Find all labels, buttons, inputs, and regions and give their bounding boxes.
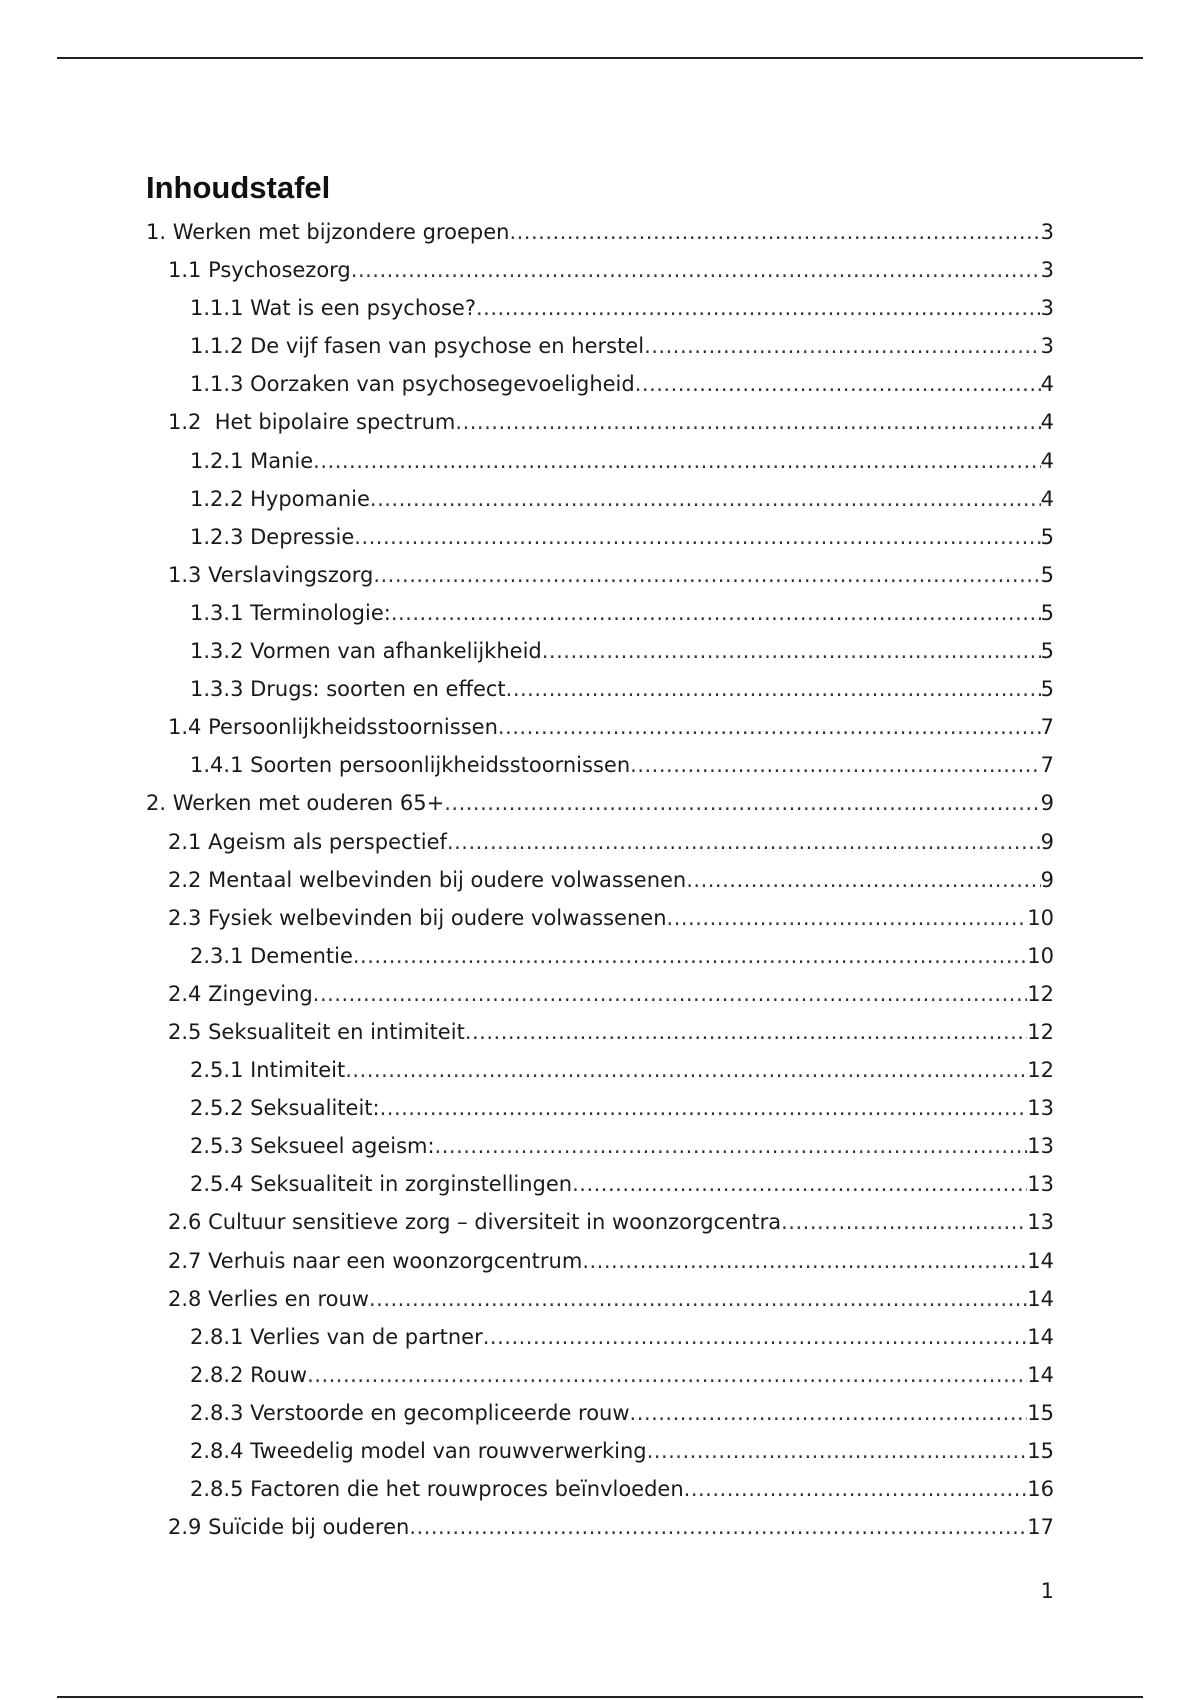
toc-entry-page: 5: [1040, 639, 1054, 664]
toc-entry-text: 1.4.1 Soorten persoonlijkheidsstoornissen: [190, 753, 631, 778]
toc-dot-leader: [307, 1356, 1027, 1394]
toc-dot-leader: [435, 1127, 1028, 1165]
toc-entry-text: 2.9 Suïcide bij ouderen: [168, 1515, 410, 1540]
toc-entry-text: 2.3 Fysiek welbevinden bij oudere volwassenen: [168, 905, 667, 930]
toc-entry-page: 13: [1027, 1096, 1054, 1121]
toc-entry-page: 4: [1040, 486, 1054, 511]
toc-entry-text: 1.2 Het bipolaire spectrum: [168, 410, 456, 435]
toc-entry-text: 2.8.2 Rouw: [190, 1362, 308, 1387]
toc-entry[interactable]: [146, 861, 1054, 899]
toc-dot-leader: [635, 365, 1041, 403]
toc-entry-text: 2.5.4 Seksualiteit in zorginstellingen: [190, 1172, 573, 1197]
toc-entry[interactable]: [146, 823, 1054, 861]
toc-dot-leader: [498, 708, 1041, 746]
toc-entry-text: 1.2.2 Hypomanie: [190, 486, 370, 511]
page-number: 1: [1040, 1579, 1054, 1603]
toc-entry[interactable]: [146, 556, 1054, 594]
toc-entry-page: 7: [1040, 753, 1054, 778]
toc-entry[interactable]: [146, 670, 1054, 708]
toc-entry[interactable]: [146, 632, 1054, 670]
toc-entry[interactable]: [146, 1127, 1054, 1165]
toc-dot-leader: [455, 403, 1040, 441]
toc-entry[interactable]: [146, 1051, 1054, 1089]
toc-entry-text: 2.8.1 Verlies van de partner: [190, 1324, 483, 1349]
toc-entry-text: 1.2.1 Manie: [190, 448, 314, 473]
toc-dot-leader: [373, 556, 1040, 594]
toc-entry-page: 14: [1027, 1362, 1054, 1387]
toc-entry-page: 14: [1027, 1324, 1054, 1349]
toc-entry[interactable]: [146, 365, 1054, 403]
toc-title: Inhoudstafel: [146, 170, 331, 205]
toc-entry[interactable]: [146, 784, 1054, 822]
toc-entry-text: 2.2 Mentaal welbevinden bij oudere volwassenen: [168, 867, 687, 892]
toc-entry-text: 1.3.2 Vormen van afhankelijkheid: [190, 639, 542, 664]
toc-entry-page: 3: [1040, 296, 1054, 321]
toc-dot-leader: [647, 1432, 1028, 1470]
toc-entry-text: 1.3.1 Terminologie:: [190, 600, 391, 625]
toc-dot-leader: [644, 327, 1041, 365]
toc-dot-leader: [447, 823, 1041, 861]
toc-entry-page: 9: [1040, 829, 1054, 854]
toc-entry-text: 2.7 Verhuis naar een woonzorgcentrum: [168, 1248, 583, 1273]
toc-entry-text: 1.4 Persoonlijkheidsstoornissen: [168, 715, 498, 740]
toc-entry-text: 1.2.3 Depressie: [190, 524, 355, 549]
toc-entry-page: 4: [1040, 448, 1054, 473]
toc-dot-leader: [353, 937, 1027, 975]
toc-entry-page: 9: [1040, 867, 1054, 892]
toc-entry-page: 13: [1027, 1210, 1054, 1235]
toc-entry-text: 2.5.3 Seksueel ageism:: [190, 1134, 435, 1159]
toc-entry-page: 4: [1040, 410, 1054, 435]
toc-entry-page: 12: [1027, 1058, 1054, 1083]
toc-dot-leader: [345, 1051, 1027, 1089]
toc-dot-leader: [370, 480, 1041, 518]
toc-entry-page: 7: [1040, 715, 1054, 740]
toc-entry-page: 5: [1040, 677, 1054, 702]
toc-entry-text: 2.5.2 Seksualiteit:: [190, 1096, 380, 1121]
toc-entry-text: 1.1.1 Wat is een psychose?: [190, 296, 476, 321]
toc-entry-page: 10: [1027, 943, 1054, 968]
toc-dot-leader: [781, 1203, 1027, 1241]
toc-dot-leader: [684, 1470, 1028, 1508]
toc-entry-page: 13: [1027, 1172, 1054, 1197]
toc-entry-text: 2.1 Ageism als perspectief: [168, 829, 447, 854]
toc-dot-leader: [313, 442, 1040, 480]
toc-dot-leader: [509, 213, 1040, 251]
toc-dot-leader: [409, 1508, 1027, 1546]
toc-entry[interactable]: [146, 1508, 1054, 1546]
toc-entry[interactable]: [146, 251, 1054, 289]
toc-entry-page: 14: [1027, 1248, 1054, 1273]
toc-dot-leader: [582, 1242, 1027, 1280]
toc-dot-leader: [476, 289, 1041, 327]
toc-entry-page: 3: [1040, 220, 1054, 244]
toc-dot-leader: [686, 861, 1040, 899]
table-of-contents: [146, 168, 1054, 1546]
toc-entry-page: 16: [1027, 1477, 1054, 1502]
toc-entry-text: 2.4 Zingeving: [168, 981, 313, 1006]
toc-dot-leader: [572, 1165, 1027, 1203]
toc-entry[interactable]: [146, 1203, 1054, 1241]
toc-entry[interactable]: [146, 1089, 1054, 1127]
toc-dot-leader: [465, 1013, 1027, 1051]
toc-entry-page: 5: [1040, 600, 1054, 625]
toc-entry[interactable]: [146, 480, 1054, 518]
toc-dot-leader: [630, 1394, 1028, 1432]
toc-entry-text: 2.8 Verlies en rouw: [168, 1286, 369, 1311]
toc-entry[interactable]: [146, 1470, 1054, 1508]
toc-entry-page: 3: [1040, 334, 1054, 359]
toc-entry-page: 12: [1027, 1019, 1054, 1044]
toc-dot-leader: [313, 975, 1028, 1013]
toc-entry[interactable]: [146, 1318, 1054, 1356]
toc-dot-leader: [444, 784, 1040, 822]
toc-entry-page: 5: [1040, 524, 1054, 549]
toc-entry[interactable]: [146, 289, 1054, 327]
toc-entry-page: 12: [1027, 981, 1054, 1006]
toc-entry-text: 2.8.3 Verstoorde en gecompliceerde rouw: [190, 1400, 630, 1425]
toc-entry-page: 14: [1027, 1286, 1054, 1311]
toc-dot-leader: [380, 1089, 1028, 1127]
toc-entry[interactable]: [146, 708, 1054, 746]
toc-entry[interactable]: [146, 594, 1054, 632]
toc-dot-leader: [483, 1318, 1028, 1356]
toc-entry-text: 2.8.4 Tweedelig model van rouwverwerking: [190, 1439, 647, 1463]
toc-list: [146, 213, 1054, 1546]
toc-entry[interactable]: [146, 327, 1054, 365]
toc-entry-page: 17: [1027, 1515, 1054, 1540]
toc-entry[interactable]: [146, 403, 1054, 441]
toc-entry[interactable]: [146, 899, 1054, 937]
toc-dot-leader: [369, 1280, 1027, 1318]
toc-entry-page: 15: [1027, 1400, 1054, 1425]
toc-entry-text: 1.3.3 Drugs: soorten en effect: [190, 677, 506, 702]
toc-entry[interactable]: [146, 1242, 1054, 1280]
toc-entry-page: 4: [1040, 372, 1054, 397]
toc-dot-leader: [354, 518, 1040, 556]
toc-entry[interactable]: [146, 937, 1054, 975]
toc-entry-text: 2.6 Cultuur sensitieve zorg – diversiteit in woonzorgcentra: [168, 1210, 782, 1235]
header-rule: [57, 57, 1143, 59]
toc-entry[interactable]: [146, 1280, 1054, 1318]
footer-rule: [57, 1696, 1143, 1698]
toc-dot-leader: [630, 746, 1040, 784]
toc-entry[interactable]: [146, 1356, 1054, 1394]
toc-entry-text: 2.3.1 Dementie: [190, 943, 353, 968]
toc-entry[interactable]: [146, 1165, 1054, 1203]
toc-entry-page: 3: [1040, 258, 1054, 283]
toc-entry-text: 2. Werken met ouderen 65+: [146, 791, 445, 816]
toc-entry[interactable]: [146, 518, 1054, 556]
toc-entry-page: 13: [1027, 1134, 1054, 1159]
toc-entry[interactable]: [146, 213, 1054, 251]
toc-entry-page: 5: [1040, 562, 1054, 587]
toc-dot-leader: [506, 670, 1041, 708]
toc-dot-leader: [542, 632, 1041, 670]
toc-entry-text: 1.1.2 De vijf fasen van psychose en herstel: [190, 334, 645, 359]
toc-entry-text: 2.5 Seksualiteit en intimiteit: [168, 1019, 465, 1044]
toc-entry-text: 2.5.1 Intimiteit: [190, 1058, 346, 1083]
toc-entry-page: 15: [1027, 1439, 1054, 1463]
toc-entry-page: 10: [1027, 905, 1054, 930]
toc-entry-page: 9: [1040, 791, 1054, 816]
toc-entry[interactable]: [146, 975, 1054, 1013]
toc-entry[interactable]: [146, 746, 1054, 784]
toc-entry[interactable]: [146, 1013, 1054, 1051]
toc-entry-text: 1. Werken met bijzondere groepen: [146, 220, 510, 244]
toc-entry-text: 1.1 Psychosezorg: [168, 258, 351, 283]
toc-entry[interactable]: [146, 1394, 1054, 1432]
toc-dot-leader: [667, 899, 1028, 937]
toc-entry-text: 2.8.5 Factoren die het rouwproces beïnvloeden: [190, 1477, 684, 1502]
toc-entry-text: 1.3 Verslavingszorg: [168, 562, 374, 587]
toc-entry[interactable]: [146, 1432, 1054, 1470]
toc-entry-text: 1.1.3 Oorzaken van psychosegevoeligheid: [190, 372, 635, 397]
toc-entry[interactable]: [146, 442, 1054, 480]
toc-dot-leader: [351, 251, 1041, 289]
toc-dot-leader: [391, 594, 1041, 632]
